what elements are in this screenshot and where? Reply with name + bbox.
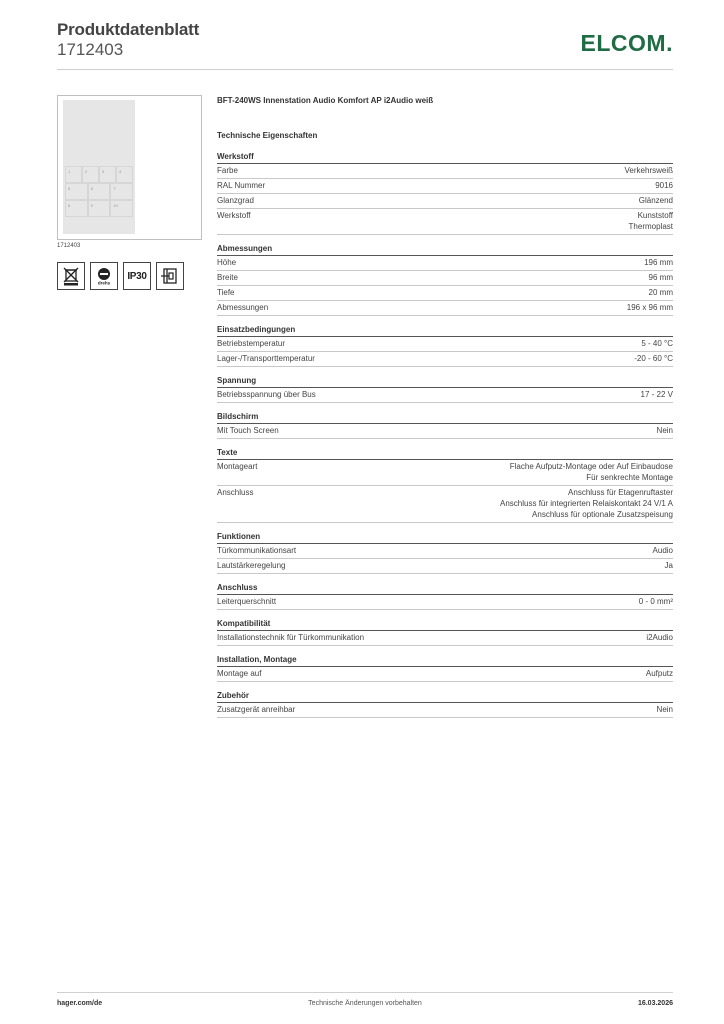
property-section [217,448,673,523]
property-value: Anschluss für Etagenruftaster Anschluss für integrierten Relaiskontakt 24 V/1 A Anschluss für optionale Zusatzspeisung [500,488,673,519]
property-sections [217,152,673,718]
keypad-key: 3 [99,166,116,183]
property-row [217,667,673,682]
property-label: Lager-/Transporttemperatur [217,354,315,363]
page-header [57,20,673,70]
property-value: -20 - 60 °C [634,354,673,363]
property-label: Höhe [217,258,237,267]
property-section [217,376,673,403]
keypad-key: 9 [88,200,111,217]
property-value: Ja [664,561,673,570]
ip30-icon: IP30 [123,262,151,290]
property-label: Farbe [217,166,238,175]
keypad-key: 2 [82,166,99,183]
property-label: Mit Touch Screen [217,426,279,435]
section-title: Bildschirm [217,412,673,424]
property-label: Glanzgrad [217,196,254,205]
section-title: Kompatibilität [217,619,673,631]
weee-crossed-bin-icon [57,262,85,290]
svg-text:drehs: drehs [97,280,111,286]
surface-mount-icon [156,262,184,290]
property-value: Glänzend [638,196,673,205]
keypad-key: 1 [65,166,82,183]
section-title: Zubehör [217,691,673,703]
section-title: Installation, Montage [217,655,673,667]
property-label: Anschluss [217,488,254,497]
property-value: 5 - 40 °C [641,339,673,348]
property-value: Aufputz [645,669,673,678]
keypad-row [65,166,133,183]
footer-website: hager.com/de [57,1000,103,1007]
property-value: 196 mm [644,258,673,267]
property-value: Verkehrsweiß [624,166,673,175]
keypad-key: 8 [65,200,88,217]
property-value: 0 - 0 mm² [638,597,673,606]
property-label: Installationstechnik für Türkommunikation [217,633,365,642]
property-label: RAL Nummer [217,181,266,190]
keypad-key: 10 [110,200,133,217]
property-row [217,164,673,179]
property-value: 20 mm [648,288,673,297]
property-section [217,152,673,235]
property-value: Nein [656,426,673,435]
section-heading-technical: Technische Eigenschaften [217,131,318,140]
image-caption: 1712403 [57,243,81,249]
keypad-key: 6 [88,183,111,200]
property-section [217,619,673,646]
property-label: Betriebstemperatur [217,339,286,348]
property-label: Leiterquerschnitt [217,597,277,606]
property-row [217,179,673,194]
property-label: Lautstärkeregelung [217,561,286,570]
property-value: 96 mm [648,273,673,282]
property-value: i2Audio [646,633,673,642]
property-value: Nein [656,705,673,714]
certification-icons [57,262,184,290]
property-row [217,209,673,235]
footer-date: 16.03.2026 [637,1000,673,1007]
property-label: Breite [217,273,238,282]
property-value: Audio [652,546,673,555]
property-row [217,544,673,559]
section-title: Anschluss [217,583,673,595]
property-value: Kunststoff Thermoplast [628,211,673,231]
property-value: 9016 [655,181,673,190]
property-label: Tiefe [217,288,235,297]
property-section [217,691,673,718]
footer-disclaimer: Technische Änderungen vorbehalten [308,1000,422,1007]
elcom-logo: ELCOM. [580,30,673,56]
section-title: Spannung [217,376,673,388]
property-row [217,631,673,646]
property-label: Montage auf [217,669,262,678]
property-section [217,244,673,316]
property-row [217,424,673,439]
property-row [217,194,673,209]
section-title: Einsatzbedingungen [217,325,673,337]
device-keypad [65,166,133,217]
property-label: Werkstoff [217,211,251,220]
device-illustration [63,100,135,234]
section-title: Werkstoff [217,152,673,164]
property-row [217,595,673,610]
keypad-row [65,200,133,217]
property-label: Türkommunikationsart [217,546,297,555]
product-name: BFT-240WS Innenstation Audio Komfort AP i2Audio weiß [217,96,434,105]
property-value: Flache Aufputz-Montage oder Auf Einbaudose Für senkrechte Montage [509,462,673,482]
keypad-row [65,183,133,200]
section-title: Texte [217,448,673,460]
property-section [217,583,673,610]
property-row [217,337,673,352]
dvrehs-icon [90,262,118,290]
property-value: 17 - 22 V [640,390,673,399]
property-row [217,703,673,718]
technical-data [217,96,673,718]
property-row [217,460,673,486]
keypad-key: 4 [116,166,133,183]
property-value: 196 x 96 mm [626,303,673,312]
property-row [217,256,673,271]
property-row [217,271,673,286]
property-section [217,532,673,574]
property-row [217,388,673,403]
property-row [217,352,673,367]
section-title: Funktionen [217,532,673,544]
property-section [217,412,673,439]
property-label: Abmessungen [217,303,269,312]
property-row [217,559,673,574]
property-label: Montageart [217,462,258,471]
property-section [217,655,673,682]
property-label: Betriebsspannung über Bus [217,390,316,399]
document-number: 1712403 [57,40,124,59]
property-row [217,301,673,316]
property-section [217,325,673,367]
document-title: Produktdatenblatt [57,20,200,39]
product-image [57,95,202,240]
property-label: Zusatzgerät anreihbar [217,705,296,714]
property-row [217,286,673,301]
property-row [217,486,673,523]
keypad-key: 7 [110,183,133,200]
page-footer [57,992,673,1012]
section-title: Abmessungen [217,244,673,256]
keypad-key: 5 [65,183,88,200]
